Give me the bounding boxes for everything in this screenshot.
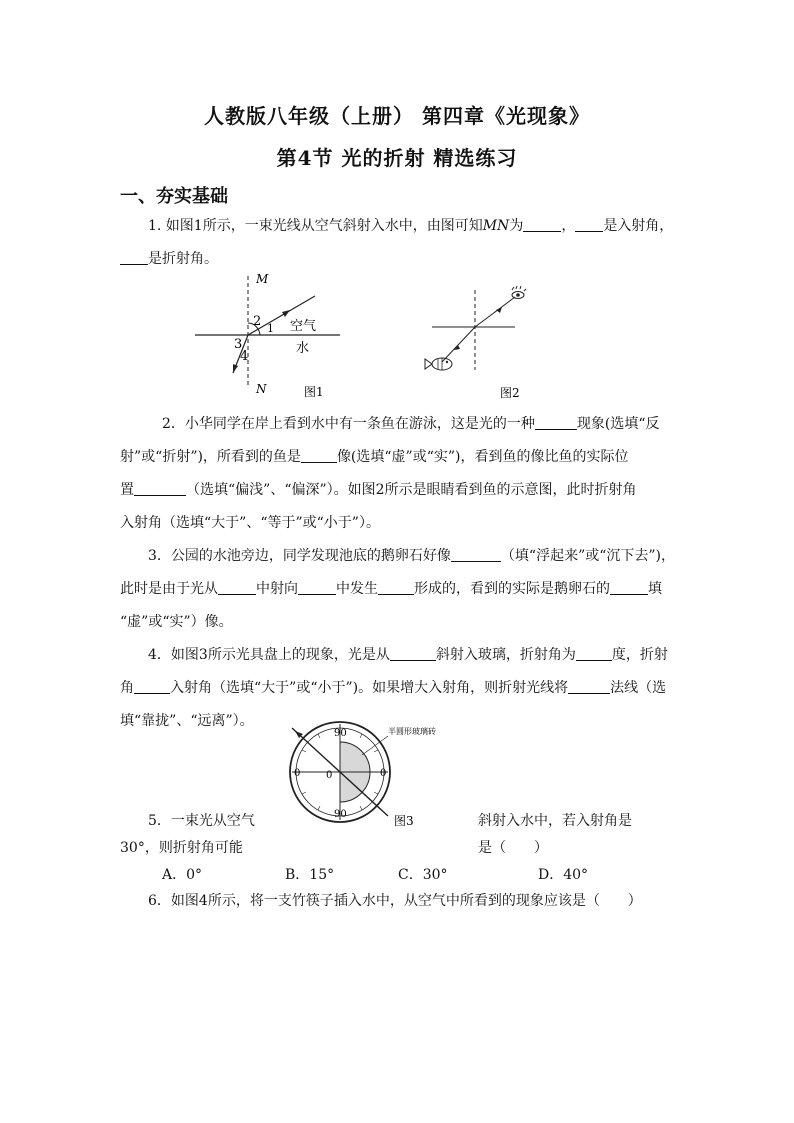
fig2-caption: 图2 — [500, 386, 520, 400]
question-6: 6．如图4所示，将一支竹筷子插入水中，从空气中所看到的现象应该是（ ） — [148, 893, 642, 909]
svg-text:1: 1 — [267, 322, 274, 335]
question-5-line2a: 30°，则折射角可能 — [120, 840, 243, 856]
question-4: 4．如图3所示光具盘上的现象，光是从 斜射入玻璃，折射角为 度，折射 角 入射角（选填“大于”或“小于”)。如果增大入射角，则折射光线将 法线（选 填“靠拢”、“远离”）。 — [120, 647, 668, 729]
section-heading: 一、夯实基础 — [120, 186, 228, 207]
answer-blank[interactable] — [134, 679, 170, 694]
svg-text:90: 90 — [334, 809, 347, 820]
fig1-air-label: 空气 — [290, 319, 317, 334]
fig1-label-m: M — [256, 272, 269, 286]
question-2: 2．小华同学在岸上看到水中有一条鱼在游泳，这是光的一种 现象(选填“反 射”或“折射”)，所看到的鱼是 像(选填“虚”或“实”)，看到鱼的像比鱼的实际位 置 （选填“偏浅”、“偏深”）。如图2所示是眼睛看到鱼的示意图，此时折射角 入射角（选填“大于”、“等于”或“小于”）。 — [120, 416, 660, 531]
question-5-line1a: 5．一束光从空气 — [148, 813, 255, 829]
answer-blank[interactable] — [301, 448, 337, 463]
figure-2 — [420, 282, 550, 402]
option-d[interactable]: D．40° — [538, 867, 589, 883]
answer-blank[interactable] — [451, 547, 501, 562]
answer-blank[interactable] — [576, 646, 612, 661]
svg-text:4: 4 — [240, 349, 249, 364]
page-subtitle: 第4节 光的折射 精选练习 — [276, 146, 518, 170]
svg-text:3: 3 — [234, 337, 243, 352]
fig1-caption: 图1 — [304, 385, 324, 398]
answer-blank[interactable] — [523, 217, 561, 232]
answer-blank[interactable] — [535, 415, 577, 430]
figure-1 — [190, 268, 350, 398]
answer-blank[interactable] — [298, 580, 336, 595]
answer-blank[interactable] — [390, 646, 436, 661]
question-1: 1. 如图1所示，一束光线从空气斜射入水中，由图可知MN为 ， 是入射角， 是折射角。 — [120, 210, 680, 276]
figure-3 — [278, 720, 458, 830]
fig1-water-label: 水 — [296, 341, 310, 356]
svg-text:2: 2 — [253, 314, 262, 329]
answer-blank[interactable] — [378, 580, 414, 595]
eye-icon — [512, 286, 526, 299]
answer-blank[interactable] — [568, 679, 610, 694]
svg-text:90: 90 — [334, 728, 347, 739]
answer-blank[interactable] — [218, 580, 256, 595]
answer-blank[interactable] — [120, 250, 148, 265]
mn-symbol: MN — [482, 218, 510, 234]
question-5-line2b: 是（ ） — [478, 840, 548, 856]
answer-blank[interactable] — [134, 481, 186, 496]
question-3: 3．公园的水池旁边，同学发现池底的鹅卵石好像 （填“浮起来”或“沉下去”)， 此时是由于光从 中射向 中发生 形成的，看到的实际是鹅卵石的 填 “虚”或“实”）像。 — [120, 548, 675, 630]
svg-text:0: 0 — [326, 770, 333, 781]
fig3-glass-label: 半圆形玻璃砖 — [388, 727, 436, 736]
question-5-line1b: 斜射入水中，若入射角是 — [478, 813, 632, 829]
svg-text:0: 0 — [380, 768, 387, 779]
answer-blank[interactable] — [610, 580, 648, 595]
option-b[interactable]: B．15° — [285, 867, 335, 883]
fish-icon — [425, 358, 452, 370]
option-a[interactable]: A．0° — [162, 867, 203, 883]
option-c[interactable]: C．30° — [398, 867, 448, 883]
fig1-label-n: N — [256, 382, 267, 396]
fig3-caption: 图3 — [394, 814, 414, 828]
answer-blank[interactable] — [575, 217, 603, 232]
svg-text:0: 0 — [294, 768, 301, 779]
page-title: 人教版八年级（上册） 第四章《光现象》 — [204, 104, 590, 128]
